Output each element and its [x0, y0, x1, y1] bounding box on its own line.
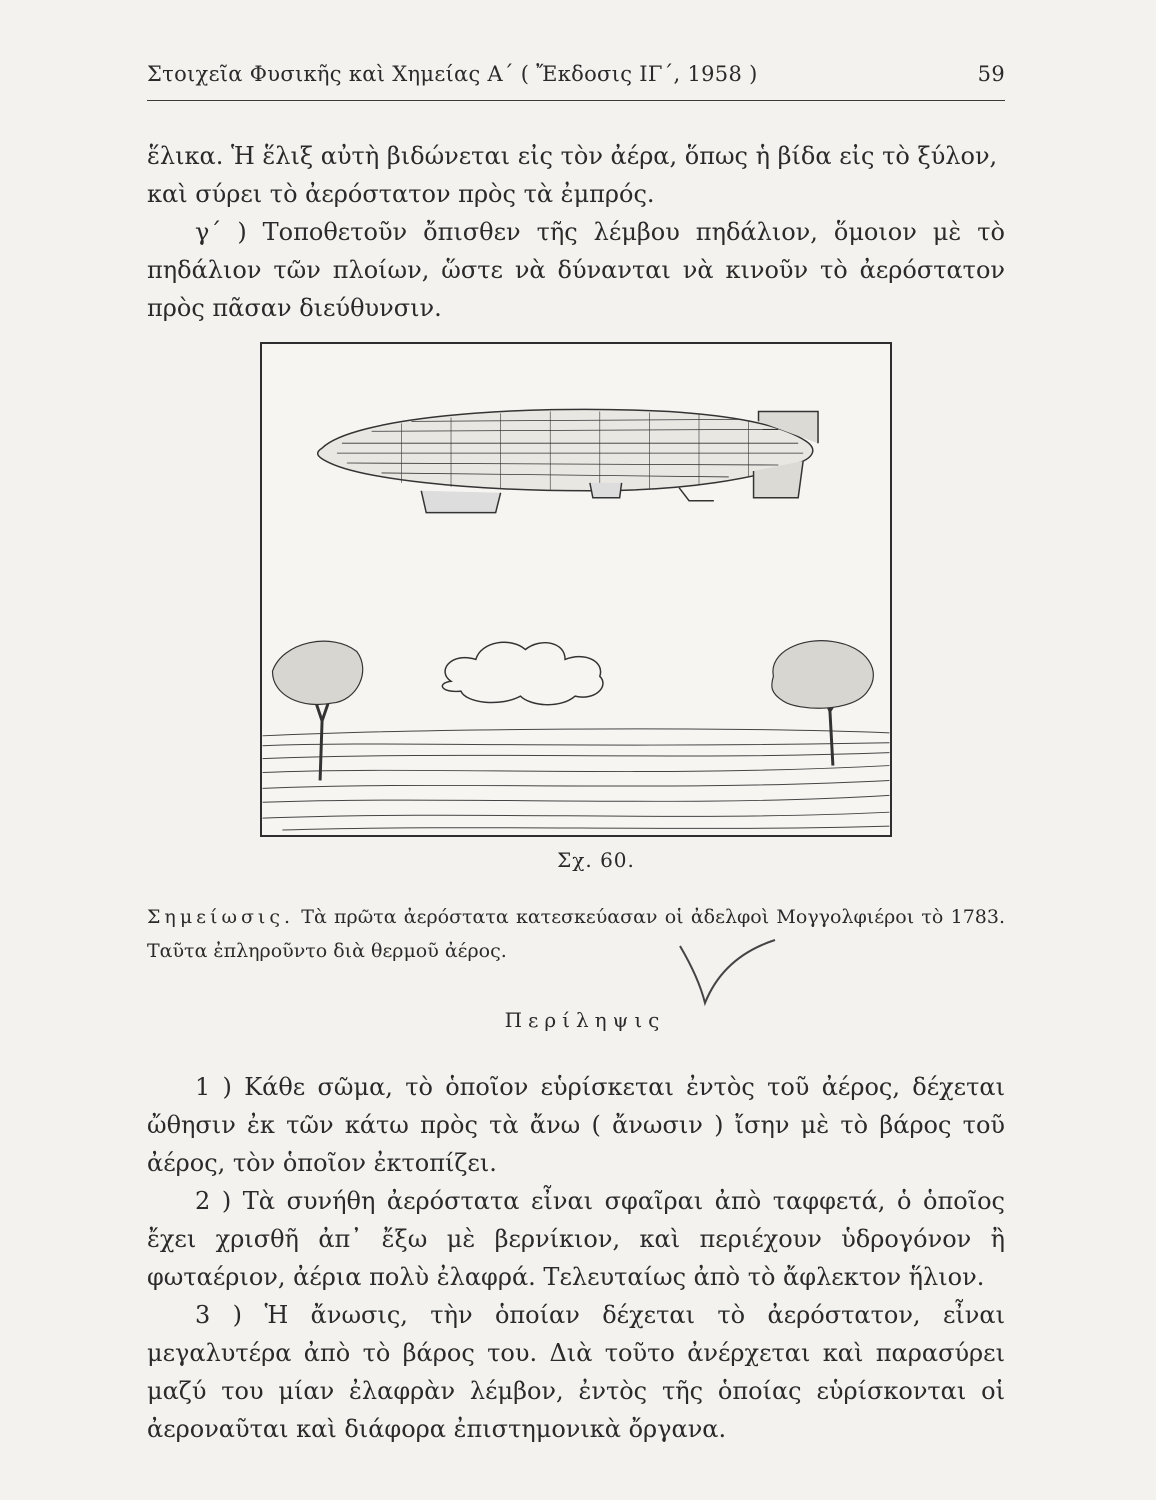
- tree-left: [272, 641, 362, 780]
- historical-note: [147, 900, 1005, 968]
- header-rule: [147, 100, 1005, 101]
- landscape: [263, 729, 890, 830]
- summary-item-3: 3 ) Ἡ ἄνωσις, τὴν ὁποίαν δέχεται τὸ ἀερόστατον, εἶναι μεγαλυτέρα ἀπὸ τὸ βάρος του. Διὰ τοῦτο ἀνέρχεται καὶ παρασύρει μαζύ του μίαν ἐλαφρὰν λέμβον, ἐντὸς τῆς ὁποίας εὑρίσκονται οἱ ἀεροναῦται καὶ διάφορα ἐπιστημονικὰ ὄργανα.: [147, 1301, 1005, 1443]
- note-text: Τὰ πρῶτα ἀερόστατα κατεσκεύασαν οἱ ἀδελφοὶ Μογγολφιέροι τὸ 1783. Ταῦτα ἐπληροῦντο διὰ θερμοῦ ἀέρος.: [147, 906, 1005, 962]
- note-label: Σημείωσις.: [147, 906, 295, 928]
- paragraph-rudder: γ΄ ) Τοποθετοῦν ὄπισθεν τῆς λέμβου πηδάλιον, ὅμοιον μὲ τὸ πηδάλιον τῶν πλοίων, ὥστε νὰ δύνανται νὰ κινοῦν τὸ ἀερόστατον πρὸς πᾶσαν διεύθυνσιν.: [147, 218, 1005, 322]
- paragraph-propeller: [147, 137, 1005, 213]
- cloud: [442, 642, 603, 704]
- summary-item-1: 1 ) Κάθε σῶμα, τὸ ὁποῖον εὑρίσκεται ἐντὸς τοῦ ἀέρος, δέχεται ὤθησιν ἐκ τῶν κάτω πρὸς τὰ ἄνω ( ἄνωσιν ) ἴσην μὲ τὸ βάρος τοῦ ἀέρος, τὸν ὁποῖον ἐκτοπίζει.: [147, 1073, 1005, 1177]
- running-header: [147, 62, 1005, 86]
- airship-drawing: [262, 344, 890, 835]
- tree-right: [772, 641, 874, 766]
- page-number: 59: [977, 62, 1005, 86]
- airship-illustration: [260, 342, 892, 837]
- airship: [318, 409, 818, 512]
- paragraph-line: ἕλικα. Ἡ ἕλιξ αὐτὴ βιδώνεται εἰς τὸν ἀέρα, ὅπως ἡ βίδα εἰς τὸ ξύλον,: [147, 142, 998, 170]
- summary-item-2: 2 ) Τὰ συνήθη ἀερόστατα εἶναι σφαῖραι ἀπὸ ταφφετά, ὁ ὁποῖος ἔχει χρισθῆ ἀπ᾿ ἔξω μὲ βερνίκιον, καὶ περιέχουν ὑδρογόνον ἢ φωταέριον, ἀέρια πολὺ ἐλαφρά. Τελευταίως ἀπὸ τὸ ἄφλεκτον ἥλιον.: [147, 1187, 1005, 1291]
- header-title: Στοιχεῖα Φυσικῆς καὶ Χημείας Α΄ ( Ἔκδοσις ΙΓ΄, 1958 ): [147, 62, 758, 86]
- handwritten-checkmark: [660, 938, 780, 1008]
- figure-caption: Σχ. 60.: [557, 848, 635, 872]
- summary-heading: Περίληψις: [504, 1008, 666, 1032]
- paragraph-line: καὶ σύρει τὸ ἀερόστατον πρὸς τὰ ἐμπρός.: [147, 180, 655, 208]
